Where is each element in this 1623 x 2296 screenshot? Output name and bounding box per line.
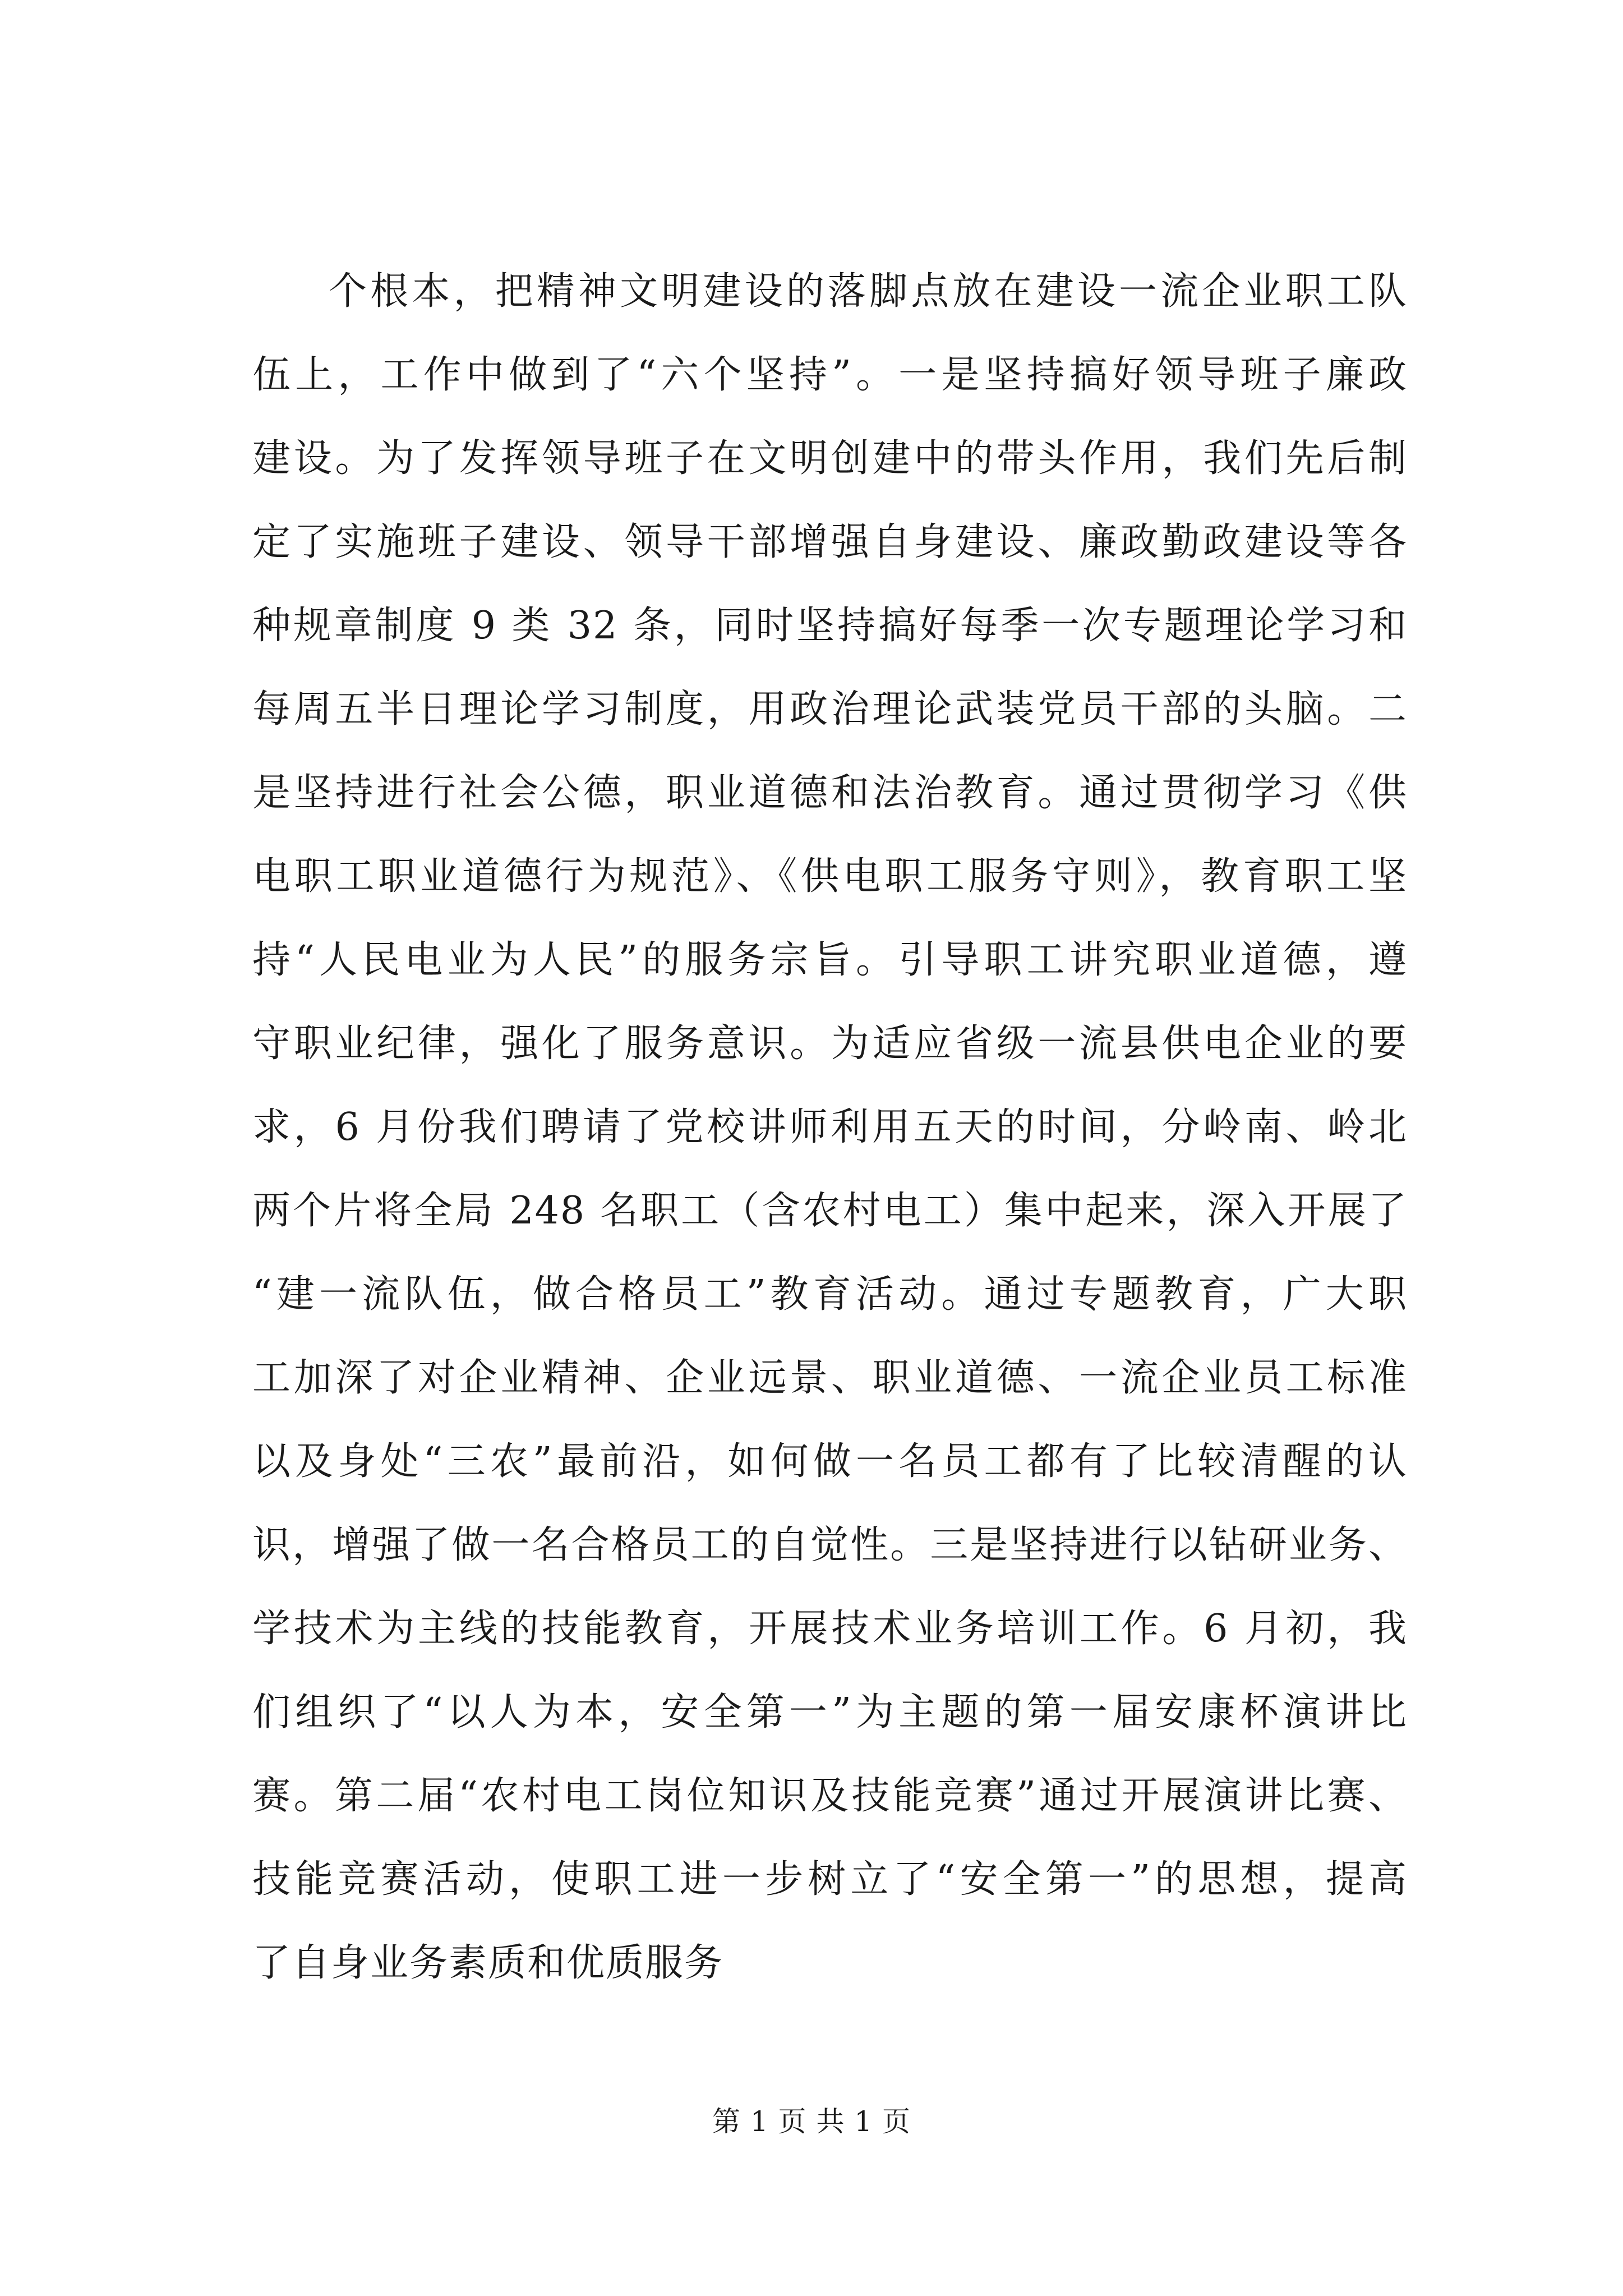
page-number-footer: 第 1 页 共 1 页 [712, 2105, 911, 2138]
text-line: 种规章制度 9 类 32 条，同时坚持搞好每季一次专题理论学习和 [252, 604, 1408, 648]
text-line: 电职工职业道德行为规范》、《供电职工服务守则》，教育职工坚 [252, 854, 1408, 899]
text-line: 求，6 月份我们聘请了党校讲师利用五天的时间，分岭南、岭北 [252, 1105, 1408, 1149]
text-line: 持“人民电业为人民”的服务宗旨。引导职工讲究职业道德，遵 [252, 938, 1408, 982]
text-line: 们组织了“以人为本，安全第一”为主题的第一届安康杯演讲比 [252, 1690, 1408, 1734]
text-line: 伍上，工作中做到了“六个坚持”。一是坚持搞好领导班子廉政 [252, 353, 1408, 397]
text-line: “建一流队伍，做合格员工”教育活动。通过专题教育，广大职 [252, 1272, 1408, 1317]
text-line: 技能竞赛活动，使职工进一步树立了“安全第一”的思想，提高 [252, 1857, 1408, 1902]
text-line: 工加深了对企业精神、企业远景、职业道德、一流企业员工标准 [252, 1356, 1408, 1400]
text-line: 以及身处“三农”最前沿，如何做一名员工都有了比较清醒的认 [252, 1439, 1408, 1484]
text-line: 建设。为了发挥领导班子在文明创建中的带头作用，我们先后制 [252, 436, 1408, 481]
text-line: 守职业纪律，强化了服务意识。为适应省级一流县供电企业的要 [252, 1022, 1408, 1066]
text-line: 识，增强了做一名合格员工的自觉性。三是坚持进行以钻研业务、 [252, 1523, 1408, 1567]
text-line: 学技术为主线的技能教育，开展技术业务培训工作。6 月初，我 [252, 1607, 1408, 1651]
text-line: 是坚持进行社会公德，职业道德和法治教育。通过贯彻学习《供 [252, 771, 1408, 815]
text-line: 定了实施班子建设、领导干部增强自身建设、廉政勤政建设等各 [252, 520, 1408, 564]
text-line: 个根本，把精神文明建设的落脚点放在建设一流企业职工队 [329, 269, 1408, 314]
text-line: 赛。第二届“农村电工岗位知识及技能竞赛”通过开展演讲比赛、 [252, 1774, 1408, 1818]
text-line: 了自身业务素质和优质服务 [252, 1941, 724, 1985]
text-line: 两个片将全局 248 名职工（含农村电工）集中起来，深入开展了 [252, 1189, 1408, 1233]
body-paragraph [252, 250, 1408, 2005]
text-line: 每周五半日理论学习制度，用政治理论武装党员干部的头脑。二 [252, 687, 1408, 731]
